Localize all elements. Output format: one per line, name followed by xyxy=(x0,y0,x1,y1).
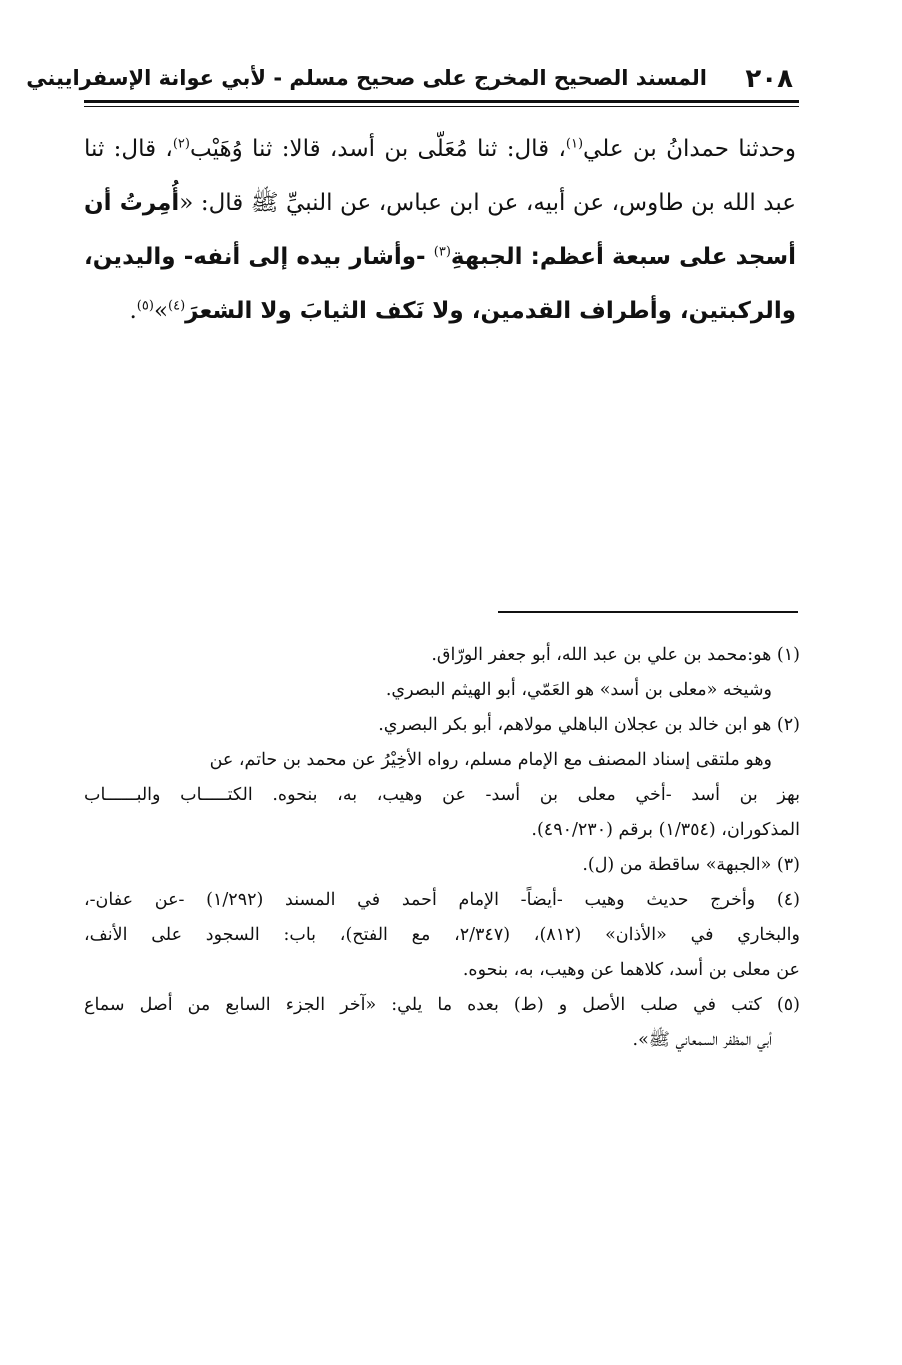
header-rule-thin xyxy=(84,106,799,107)
isnad-text-2: ، قال: ثنا مُعَلّى بن أسد، قالا: ثنا وُهَيْب xyxy=(189,136,566,162)
footnote-2-line-2: وهو ملتقى إسناد المصنف مع الإمام مسلم، رواه الأخِيْرُ عن محمد بن حاتم، عن xyxy=(209,750,772,770)
hadith-text-2: -وأشار بيده إلى أنفه- واليدين، والركبتين، وأطراف القدمين، ولا نَكف الثيابَ ولا الشعرَ xyxy=(84,244,796,324)
isnad-text-1: وحدثنا حمدانُ بن علي xyxy=(583,136,796,162)
footnote-ref-4[interactable]: (٤) xyxy=(168,298,186,314)
footnote-3-line-1: (٣) «الجبهة» ساقطة من (ل). xyxy=(582,855,800,875)
footnote-2-line-1: (٢) هو ابن خالد بن عجلان الباهلي مولاهم، أبو بكر البصري. xyxy=(378,715,800,735)
footnote-2-line-3: بهز بن أسد -أخي معلى بن أسد- عن وهيب، به، بنحوه. الكتـــــاب والبــــــاب xyxy=(84,785,800,805)
final-period: . xyxy=(129,298,137,324)
hadith-text-1: أُمِرتُ أن أسجد على سبعة أعظم: الجبهةِ xyxy=(84,190,796,270)
footnote-ref-1[interactable]: (١) xyxy=(565,136,584,152)
footnotes xyxy=(84,638,800,1058)
page-header xyxy=(26,60,799,102)
footnote-4 xyxy=(84,883,800,988)
footnote-5-line-2: أبي المظفر السمعاني ﷺ». xyxy=(632,1030,772,1050)
footnote-4-line-2: والبخاري في «الأذان» (٨١٢)، (٢/٣٤٧، مع الفتح)، باب: السجود على الأنف، xyxy=(84,925,800,945)
footnote-4-line-1: (٤) وأخرج حديث وهيب -أيضاً- الإمام أحمد في المسند (١/٢٩٢) -عن عفان-، xyxy=(84,890,800,910)
footnote-1 xyxy=(84,638,800,708)
footnote-ref-2[interactable]: (٢) xyxy=(172,136,190,152)
isnad-text-3: ، قال: ثنا عبد الله بن طاوس، عن أبيه، عن ابن عباس، عن النبيِّ ﷺ قال: « xyxy=(84,136,796,216)
footnote-ref-5[interactable]: (٥) xyxy=(136,298,154,314)
footnote-5 xyxy=(84,988,800,1058)
footnote-2 xyxy=(84,708,800,848)
footnote-4-line-3: عن معلى بن أسد، كلاهما عن وهيب، به، بنحوه. xyxy=(462,960,800,980)
footnote-1-line-2: وشيخه «معلى بن أسد» هو العَمّي، أبو الهيثم البصري. xyxy=(385,680,772,700)
main-text xyxy=(84,122,796,338)
page-number: ٢٠٨ xyxy=(745,64,793,94)
footnote-separator xyxy=(498,611,798,613)
running-title: المسند الصحيح المخرج على صحيح مسلم - لأبي عوانة الإسفراييني xyxy=(26,66,707,90)
footnote-2-line-4: المذكوران، (١/٣٥٤) برقم (٤٩٠/٢٣٠). xyxy=(531,820,800,840)
footnote-3 xyxy=(84,848,800,883)
quote-close: » xyxy=(153,298,169,324)
footnote-1-line-1: (١) هو:محمد بن علي بن عبد الله، أبو جعفر الورّاق. xyxy=(431,645,800,665)
footnote-ref-3[interactable]: (٣) xyxy=(433,244,451,260)
footnote-5-line-1: (٥) كتب في صلب الأصل و (ط) بعده ما يلي: «آخر الجزء السابع من أصل سماع xyxy=(84,995,800,1015)
header-rule xyxy=(84,100,799,103)
